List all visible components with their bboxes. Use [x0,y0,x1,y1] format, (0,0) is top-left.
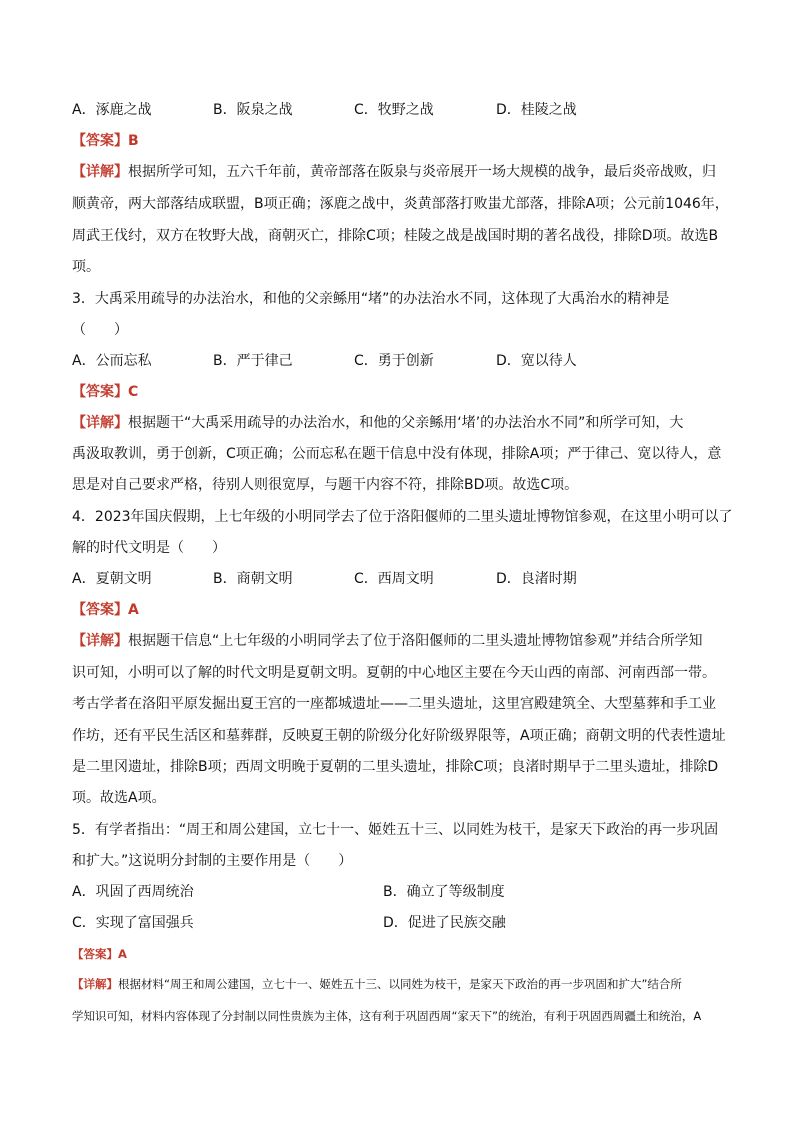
detail-tag: 【详解】 [72,633,128,649]
q2-option-b: B．阪泉之战 [213,102,293,118]
q4-detail-line-5: 是二里冈遗址，排除B项；西周文明晚于夏朝的二里头遗址，排除C项；良渚时期早于二里头遗址，排除D [72,759,719,775]
q3-option-d: D．宽以待人 [496,353,577,369]
detail-text: 根据题干“大禹采用疏导的办法治水，和他的父亲鲧用‘堵’的办法治水不同”和所学可知，大 [128,415,684,431]
detail-tag: 【详解】 [72,164,128,180]
q4-option-a: A．夏朝文明 [72,571,152,587]
q5-option-b: B．确立了等级制度 [383,884,505,900]
q4-stem-line-2: 解的时代文明是（ ） [72,540,226,556]
q5-stem-line-2: 和扩大。”这说明分封制的主要作用是（ ） [72,853,353,869]
q2-detail-line-4: 项。 [72,259,100,275]
detail-text: 根据所学可知，五六千年前，黄帝部落在阪泉与炎帝展开一场大规模的战争，最后炎帝战败，归 [128,164,716,180]
answer-tag: 【答案】 [72,384,128,400]
detail-tag: 【详解】 [72,415,128,431]
q3-detail-line-2: 禹汲取教训，勇于创新，C项正确；公而忘私在题干信息中没有体现，排除A项；严于律己、宽以待人，意 [72,446,722,462]
q4-option-c: C．西周文明 [354,571,434,587]
q4-detail-line-4: 作坊，还有平民生活区和墓葬群，反映夏王朝的阶级分化好阶级界限等，A项正确；商朝文明的代表性遗址 [72,728,726,744]
q5-option-d: D．促进了民族交融 [383,915,506,931]
q4-detail-line-1 [72,632,732,650]
q5-stem-line-1: 5．有学者指出：“周王和周公建国，立七十一、姬姓五十三、以同姓为枝干，是家天下政治的再一步巩固 [72,822,719,838]
q3-answer [72,383,732,401]
answer-tag: 【答案】 [72,133,128,149]
answer-value: A [128,602,139,618]
q2-detail-line-1 [72,163,732,181]
q4-answer [72,601,732,619]
answer-value: B [128,133,139,149]
q2-answer [72,132,732,150]
q5-detail-line-1 [72,976,752,992]
detail-text: 根据材料“周王和周公建国，立七十一、姬姓五十三、以同姓为枝干，是家天下政治的再一步巩固和扩大”结合所 [118,977,682,991]
q5-option-c: C．实现了富国强兵 [72,915,194,931]
q2-option-a: A．涿鹿之战 [72,102,152,118]
q3-stem-line-1: 3．大禹采用疏导的办法治水，和他的父亲鲧用“堵”的办法治水不同，这体现了大禹治水的精神是 [72,291,670,307]
answer-tag: 【答案】 [72,602,128,618]
q3-detail-line-3: 思是对自己要求严格，待别人则很宽厚，与题干内容不符，排除BD项。故选C项。 [72,477,579,493]
q2-detail-line-3: 周武王伐纣，双方在牧野大战，商朝灭亡，排除C项；桂陵之战是战国时期的著名战役，排除D项。故选B [72,228,719,244]
q5-option-a: A．巩固了西周统治 [72,884,194,900]
answer-tag: 【答案】 [72,947,118,961]
q4-detail-line-6: 项。故选A项。 [72,790,166,806]
q4-detail-line-2: 识可知，小明可以了解的时代文明是夏朝文明。夏朝的中心地区主要在今天山西的南部、河南西部一带。 [72,665,716,681]
q4-option-d: D．良渚时期 [496,571,577,587]
q2-option-d: D．桂陵之战 [496,102,577,118]
q4-option-b: B．商朝文明 [213,571,293,587]
answer-value: A [118,947,127,961]
q5-answer [72,946,732,962]
answer-value: C [128,384,139,400]
q4-stem-line-1: 4．2023年国庆假期，上七年级的小明同学去了位于洛阳偃师的二里头遗址博物馆参观，在这里小明可以了 [72,509,733,525]
q3-option-b: B．严于律己 [213,353,293,369]
q5-detail-line-2: 学知识可知，材料内容体现了分封制以同性贵族为主体，这有利于巩固西周“家天下”的统治，有利于巩固西周疆土和统治，A [72,1009,702,1023]
detail-text: 根据题干信息“上七年级的小明同学去了位于洛阳偃师的二里头遗址博物馆参观”并结合所学知 [128,633,703,649]
q2-detail-line-2: 顺黄帝，两大部落结成联盟，B项正确；涿鹿之战中，炎黄部落打败蚩尤部落，排除A项；公元前1046年， [72,196,729,212]
q3-detail-line-1 [72,414,732,432]
q2-option-c: C．牧野之战 [354,102,434,118]
q3-option-c: C．勇于创新 [354,353,434,369]
detail-tag: 【详解】 [72,977,118,991]
q4-detail-line-3: 考古学者在洛阳平原发掘出夏王宫的一座都城遗址——二里头遗址，这里宫殿建筑全、大型墓葬和手工业 [72,696,716,712]
q3-option-a: A．公而忘私 [72,353,152,369]
q3-stem-line-2: （ ） [72,322,128,338]
